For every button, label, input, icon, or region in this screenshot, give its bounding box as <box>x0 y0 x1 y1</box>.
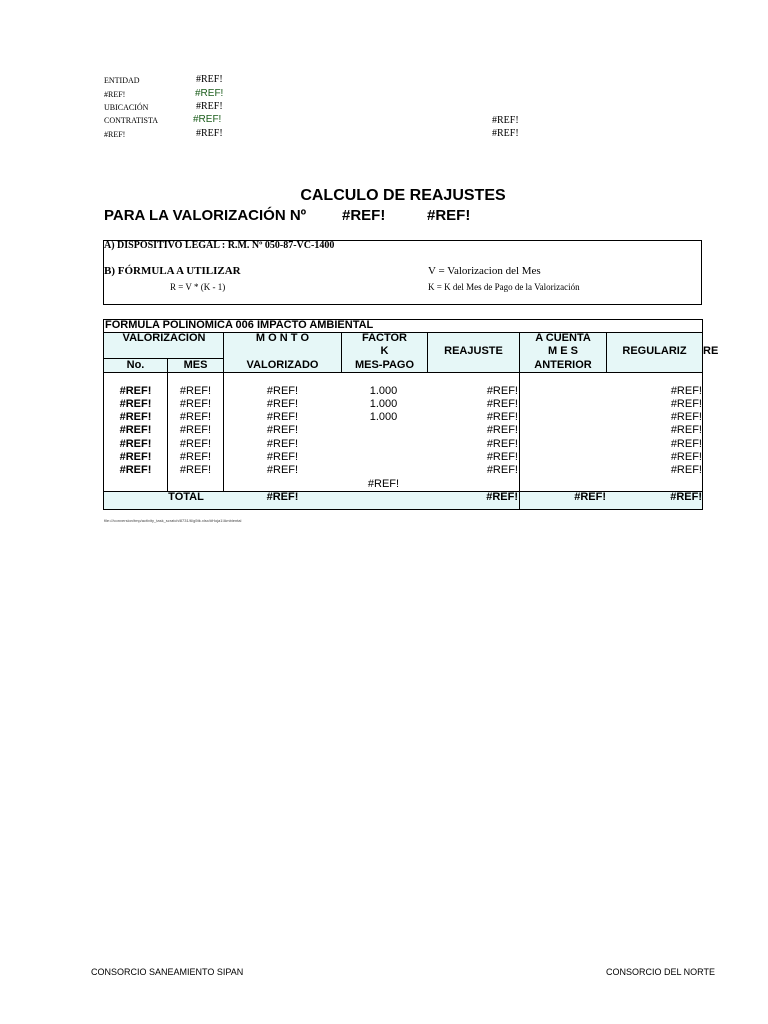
footer-right: CONSORCIO DEL NORTE <box>606 967 716 977</box>
row-2-no: #REF! <box>119 398 152 410</box>
row-3-reajuste: #REF! <box>486 411 518 423</box>
header-cuenta-mes: M E S <box>548 345 578 357</box>
header-mes: MES <box>183 359 208 371</box>
table-caption: FORMULA POLINOMICA 006 IMPACTO AMBIENTAL <box>105 319 374 331</box>
ref-label-2: #REF! <box>104 130 126 139</box>
header-factor-k: K <box>380 345 389 357</box>
header-valorizado: VALORIZADO <box>246 359 319 371</box>
subtitle-ref-1: #REF! <box>342 207 386 224</box>
row-1-regulariz: #REF! <box>670 385 702 397</box>
section-a-title: A) DISPOSITIVO LEGAL : R.M. Nº 050-87-VC-1400 <box>104 240 335 251</box>
ref-value-1: #REF! <box>195 88 224 99</box>
header-regulariz: REGULARIZ <box>622 345 687 357</box>
total-monto: #REF! <box>266 491 299 503</box>
section-b-title: B) FÓRMULA A UTILIZAR <box>104 265 241 277</box>
entidad-label: ENTIDAD <box>104 76 140 85</box>
row-5-reajuste: #REF! <box>486 438 518 450</box>
row-2-factor: 1.000 <box>369 398 398 410</box>
row-6-regulariz: #REF! <box>670 451 702 463</box>
row-7-monto: #REF! <box>266 464 299 476</box>
row-4-reajuste: #REF! <box>486 424 518 436</box>
row-7-no: #REF! <box>119 464 152 476</box>
total-reajuste: #REF! <box>486 491 518 503</box>
header-bottom-line <box>103 372 703 373</box>
header-no: No. <box>126 359 145 371</box>
row-3-mes: #REF! <box>179 411 212 423</box>
row-1-reajuste: #REF! <box>486 385 518 397</box>
ubicacion-value: #REF! <box>196 101 223 112</box>
header-reajuste: REAJUSTE <box>444 345 503 357</box>
row-2-monto: #REF! <box>266 398 299 410</box>
ref-right-value-2: #REF! <box>492 128 519 139</box>
row-5-mes: #REF! <box>179 438 212 450</box>
row-6-no: #REF! <box>119 451 152 463</box>
row-5-no: #REF! <box>119 438 152 450</box>
v-definition: V = Valorizacion del Mes <box>428 265 541 277</box>
row-7-regulariz: #REF! <box>670 464 702 476</box>
header-anterior: ANTERIOR <box>534 359 592 371</box>
row-2-regulariz: #REF! <box>670 398 702 410</box>
row-2-reajuste: #REF! <box>486 398 518 410</box>
subtitle-ref-2: #REF! <box>427 207 471 224</box>
row-4-no: #REF! <box>119 424 152 436</box>
total-cuenta: #REF! <box>574 491 606 503</box>
row-3-factor: 1.000 <box>369 411 398 423</box>
row-6-mes: #REF! <box>179 451 212 463</box>
row-4-monto: #REF! <box>266 424 299 436</box>
row-6-reajuste: #REF! <box>486 451 518 463</box>
row-3-no: #REF! <box>119 411 152 423</box>
header-monto: M O N T O <box>255 332 310 344</box>
total-regulariz: #REF! <box>670 491 702 503</box>
footer-left: CONSORCIO SANEAMIENTO SIPAN <box>91 967 244 977</box>
formula-text: R = V * (K - 1) <box>170 282 226 292</box>
file-path: file:///conversion/tmp/activity_task_scratch/8731/6/g5tk.xlsx/#Hoja1!Ambiental <box>104 518 242 523</box>
row-1-factor: 1.000 <box>369 385 398 397</box>
row-6-monto: #REF! <box>266 451 299 463</box>
row-7-reajuste: #REF! <box>486 464 518 476</box>
ref-value-2: #REF! <box>196 128 223 139</box>
row-7-mes: #REF! <box>179 464 212 476</box>
header-mes-pago: MES-PAGO <box>354 359 415 371</box>
row-1-mes: #REF! <box>179 385 212 397</box>
contratista-right-value: #REF! <box>492 115 519 126</box>
row-3-regulariz: #REF! <box>670 411 702 423</box>
header-valorizacion: VALORIZACION <box>122 332 206 344</box>
entidad-value: #REF! <box>196 74 223 85</box>
total-label: TOTAL <box>168 491 204 503</box>
page-title: CALCULO DE REAJUSTES <box>300 187 506 204</box>
row-5-regulariz: #REF! <box>670 438 702 450</box>
row-1-no: #REF! <box>119 385 152 397</box>
row-4-regulariz: #REF! <box>670 424 702 436</box>
header-overflow: RE <box>703 345 719 357</box>
header-factor: FACTOR <box>361 332 408 344</box>
subtitle-label: PARA LA VALORIZACIÓN Nº <box>104 207 307 224</box>
row-2-mes: #REF! <box>179 398 212 410</box>
k-definition: K = K del Mes de Pago de la Valorización <box>428 282 580 292</box>
row-4-mes: #REF! <box>179 424 212 436</box>
contratista-label: CONTRATISTA <box>104 116 159 125</box>
row-5-monto: #REF! <box>266 438 299 450</box>
header-a-cuenta: A CUENTA <box>535 332 591 344</box>
ubicacion-label: UBICACIÓN <box>104 103 149 112</box>
ref-label-1: #REF! <box>104 90 126 99</box>
row-1-monto: #REF! <box>266 385 299 397</box>
contratista-value: #REF! <box>193 114 222 125</box>
extra-factor-value: #REF! <box>367 478 400 490</box>
row-3-monto: #REF! <box>266 411 299 423</box>
